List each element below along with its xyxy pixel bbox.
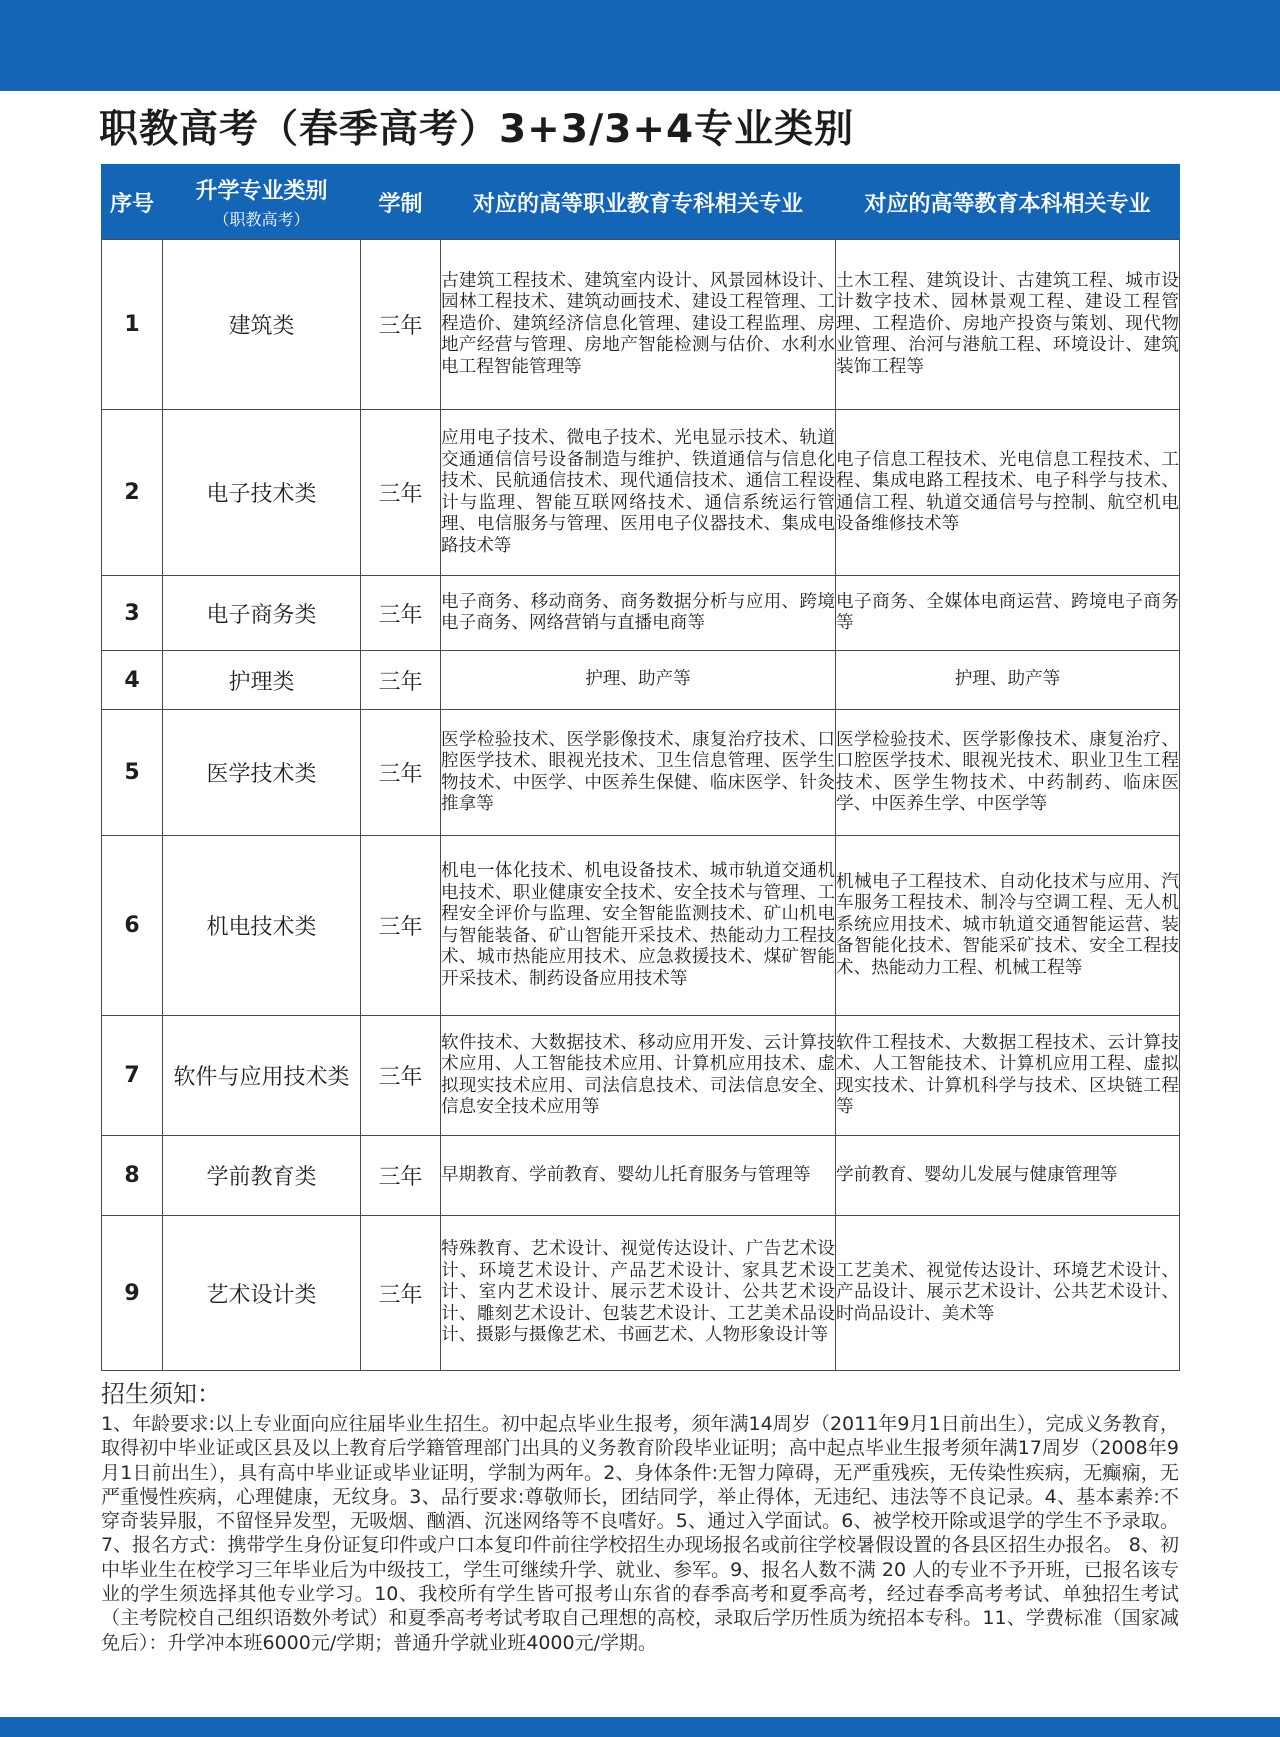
row-duration: 三年 bbox=[361, 710, 441, 836]
row-diploma-majors: 电子商务、移动商务、商务数据分析与应用、跨境电子商务、网络营销与直播电商等 bbox=[441, 576, 836, 651]
row-duration: 三年 bbox=[361, 410, 441, 576]
row-diploma-majors: 早期教育、学前教育、婴幼儿托育服务与管理等 bbox=[441, 1136, 836, 1216]
row-duration: 三年 bbox=[361, 1216, 441, 1371]
table-row bbox=[102, 710, 1180, 836]
row-duration: 三年 bbox=[361, 1016, 441, 1136]
table-row bbox=[102, 410, 1180, 576]
row-index: 5 bbox=[102, 710, 163, 836]
row-bachelor-majors: 工艺美术、视觉传达设计、环境艺术设计、产品设计、展示艺术设计、公共艺术设计、时尚品设计、美术等 bbox=[836, 1216, 1180, 1371]
row-bachelor-majors: 土木工程、建筑设计、古建筑工程、城市设计数字技术、园林景观工程、建设工程管理、工程造价、房地产投资与策划、现代物业管理、治河与港航工程、环境设计、建筑装饰工程等 bbox=[836, 240, 1180, 410]
row-bachelor-majors: 机械电子工程技术、自动化技术与应用、汽车服务工程技术、制冷与空调工程、无人机系统应用技术、城市轨道交通智能运营、装备智能化技术、智能采矿技术、安全工程技术、热能动力工程、机械工程等 bbox=[836, 836, 1180, 1016]
notice-body: 1、年龄要求:以上专业面向应往届毕业生招生。初中起点毕业生报考，须年满14周岁（2011年9月1日前出生），完成义务教育，取得初中毕业证或区县及以上教育后学籍管理部门出具的义务教育阶段毕业证明；高中起点毕业生报考须年满17周岁（2008年9月1日前出生），具有高中毕业证或毕业证明，学制为两年。2、身体条件:无智力障碍，无严重残疾，无传染性疾病，无癫痫，无严重慢性疾病，心理健康，无纹身。3、品行要求:尊敬师长，团结同学，举止得体，无违纪、违法等不良记录。4、基本素养:不穿奇装异服，不留怪异发型，无吸烟、酗酒、沉迷网络等不良嗜好。5、通过入学面试。6、被学校开除或退学的学生不予录取。7、报名方式：携带学生身份证复印件或户口本复印件前往学校招生办现场报名或前往学校暑假设置的各县区招生办报名。 8、初中毕业生在校学习三年毕业后为中级技工，学生可继续升学、就业、参军。9、报名人数不满 20 人的专业不予开班，已报名该专业的学生须选择其他专业学习。10、我校所有学生皆可报考山东省的春季高考和夏季高考，经过春季高考考试、单独招生考试（主考院校自己组织语数外考试）和夏季高考考试考取自己理想的高校，录取后学历性质为统招本专科。11、学费标准（国家减免后）：升学冲本班6000元/学期；普通升学就业班4000元/学期。 bbox=[101, 1413, 1179, 1654]
table-row bbox=[102, 836, 1180, 1016]
row-index: 4 bbox=[102, 651, 163, 710]
header-duration: 学制 bbox=[361, 165, 441, 240]
row-index: 6 bbox=[102, 836, 163, 1016]
table-row bbox=[102, 651, 1180, 710]
row-category: 建筑类 bbox=[163, 240, 361, 410]
row-duration: 三年 bbox=[361, 240, 441, 410]
row-bachelor-majors: 软件工程技术、大数据工程技术、云计算技术、人工智能技术、计算机应用工程、虚拟现实技术、计算机科学与技术、区块链工程等 bbox=[836, 1016, 1180, 1136]
row-index: 3 bbox=[102, 576, 163, 651]
top-banner bbox=[0, 0, 1280, 91]
row-bachelor-majors: 电子商务、全媒体电商运营、跨境电子商务等 bbox=[836, 576, 1180, 651]
row-diploma-majors: 古建筑工程技术、建筑室内设计、风景园林设计、园林工程技术、建筑动画技术、建设工程管理、工程造价、建筑经济信息化管理、建设工程监理、房地产经营与管理、房地产智能检测与估价、水利水电工程智能管理等 bbox=[441, 240, 836, 410]
row-category: 软件与应用技术类 bbox=[163, 1016, 361, 1136]
row-duration: 三年 bbox=[361, 836, 441, 1016]
header-category-sub: （职教高考） bbox=[213, 210, 310, 229]
row-duration: 三年 bbox=[361, 576, 441, 651]
table-header-row bbox=[102, 165, 1180, 240]
table-row bbox=[102, 1136, 1180, 1216]
notice-title: 招生须知： bbox=[101, 1380, 221, 1408]
header-diploma: 对应的高等职业教育专科相关专业 bbox=[441, 165, 836, 240]
row-duration: 三年 bbox=[361, 651, 441, 710]
bottom-banner bbox=[0, 1717, 1280, 1737]
row-category: 医学技术类 bbox=[163, 710, 361, 836]
row-bachelor-majors: 学前教育、婴幼儿发展与健康管理等 bbox=[836, 1136, 1180, 1216]
row-category: 学前教育类 bbox=[163, 1136, 361, 1216]
header-category-label: 升学专业类别 bbox=[195, 179, 328, 204]
row-category: 护理类 bbox=[163, 651, 361, 710]
table-row bbox=[102, 240, 1180, 410]
row-index: 9 bbox=[102, 1216, 163, 1371]
header-bachelor: 对应的高等教育本科相关专业 bbox=[836, 165, 1180, 240]
row-duration: 三年 bbox=[361, 1136, 441, 1216]
table-row bbox=[102, 576, 1180, 651]
row-category: 艺术设计类 bbox=[163, 1216, 361, 1371]
row-diploma-majors: 软件技术、大数据技术、移动应用开发、云计算技术应用、人工智能技术应用、计算机应用技术、虚拟现实技术应用、司法信息技术、司法信息安全、信息安全技术应用等 bbox=[441, 1016, 836, 1136]
row-category: 电子技术类 bbox=[163, 410, 361, 576]
row-diploma-majors: 特殊教育、艺术设计、视觉传达设计、广告艺术设计、环境艺术设计、产品艺术设计、家具艺术设计、室内艺术设计、展示艺术设计、公共艺术设计、雕刻艺术设计、包装艺术设计、工艺美术品设计、摄影与摄像艺术、书画艺术、人物形象设计等 bbox=[441, 1216, 836, 1371]
row-index: 1 bbox=[102, 240, 163, 410]
row-index: 7 bbox=[102, 1016, 163, 1136]
row-category: 机电技术类 bbox=[163, 836, 361, 1016]
page-title: 职教高考（春季高考）3+3/3+4专业类别 bbox=[99, 107, 855, 152]
table-row bbox=[102, 1016, 1180, 1136]
row-bachelor-majors: 护理、助产等 bbox=[836, 651, 1180, 710]
row-bachelor-majors: 电子信息工程技术、光电信息工程技术、工程、集成电路工程技术、电子科学与技术、通信工程、轨道交通信号与控制、航空机电设备维修技术等 bbox=[836, 410, 1180, 576]
row-diploma-majors: 机电一体化技术、机电设备技术、城市轨道交通机电技术、职业健康安全技术、安全技术与管理、工程安全评价与监理、安全智能监测技术、矿山机电与智能装备、矿山智能开采技术、热能动力工程技术、城市热能应用技术、应急救援技术、煤矿智能开采技术、制药设备应用技术等 bbox=[441, 836, 836, 1016]
header-category bbox=[163, 165, 361, 240]
row-diploma-majors: 护理、助产等 bbox=[441, 651, 836, 710]
row-index: 8 bbox=[102, 1136, 163, 1216]
program-table bbox=[101, 164, 1180, 1371]
row-bachelor-majors: 医学检验技术、医学影像技术、康复治疗、口腔医学技术、眼视光技术、职业卫生工程技术、医学生物技术、中药制药、临床医学、中医养生学、中医学等 bbox=[836, 710, 1180, 836]
row-index: 2 bbox=[102, 410, 163, 576]
table-row bbox=[102, 1216, 1180, 1371]
header-index: 序号 bbox=[102, 165, 163, 240]
row-diploma-majors: 医学检验技术、医学影像技术、康复治疗技术、口腔医学技术、眼视光技术、卫生信息管理、医学生物技术、中医学、中医养生保健、临床医学、针灸推拿等 bbox=[441, 710, 836, 836]
row-diploma-majors: 应用电子技术、微电子技术、光电显示技术、轨道交通通信信号设备制造与维护、铁道通信与信息化技术、民航通信技术、现代通信技术、通信工程设计与监理、智能互联网络技术、通信系统运行管理、电信服务与管理、医用电子仪器技术、集成电路技术等 bbox=[441, 410, 836, 576]
row-category: 电子商务类 bbox=[163, 576, 361, 651]
